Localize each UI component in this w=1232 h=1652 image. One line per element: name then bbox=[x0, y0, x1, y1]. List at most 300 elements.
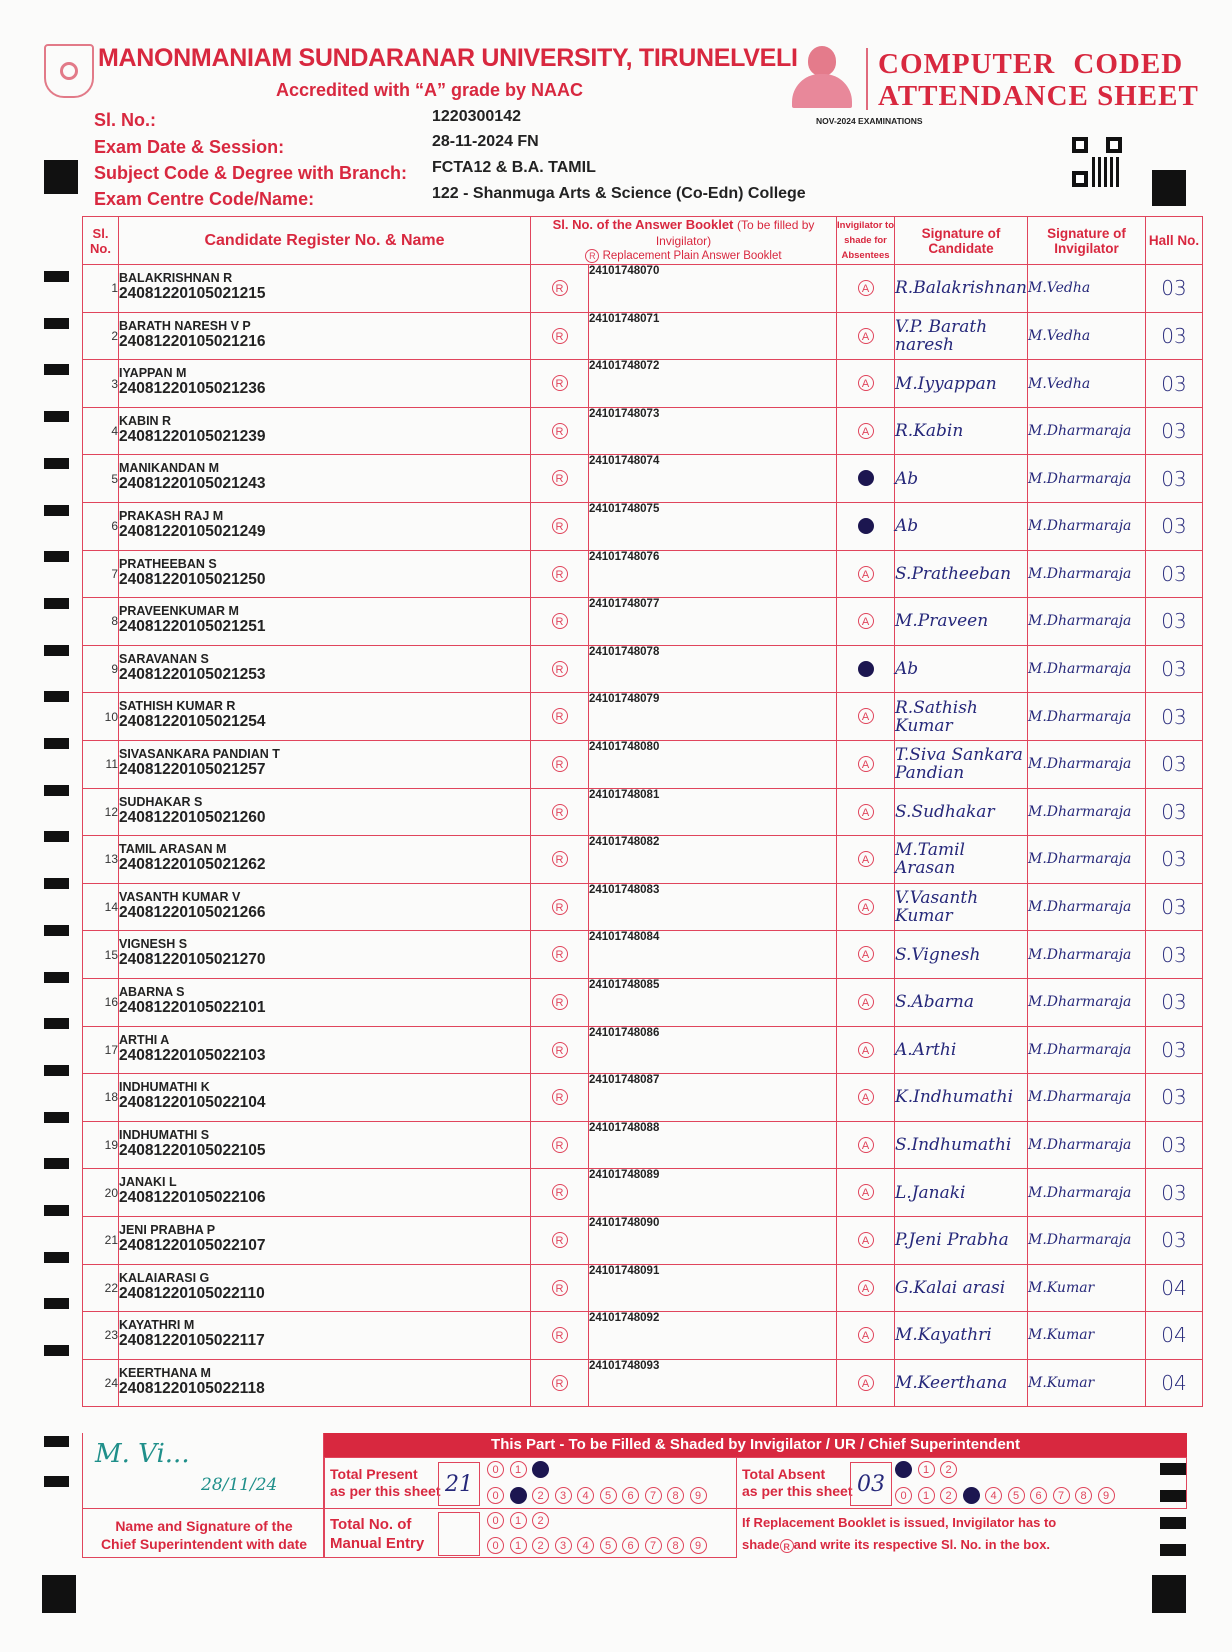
timing-mark-left bbox=[44, 1476, 69, 1487]
row-absentee bbox=[837, 312, 895, 360]
digit-bubble-3[interactable]: 3 bbox=[555, 1537, 572, 1554]
booklet-number: 24101748091 bbox=[589, 1264, 837, 1312]
hall-number: 03 bbox=[1145, 265, 1202, 313]
booklet-number: 24101748075 bbox=[589, 503, 837, 551]
sl-no-value: 1220300142 bbox=[432, 108, 521, 125]
row-replacement bbox=[531, 1216, 589, 1264]
replacement-bubble[interactable]: R bbox=[552, 613, 568, 629]
digit-bubble-8[interactable]: 8 bbox=[667, 1537, 684, 1554]
row-absentee bbox=[837, 1169, 895, 1217]
absent-bubble[interactable]: A bbox=[858, 1327, 874, 1343]
absent-bubble[interactable] bbox=[858, 661, 874, 677]
replacement-bubble[interactable]: R bbox=[552, 280, 568, 296]
candidate-signature[interactable]: K.Indhumathi bbox=[895, 1074, 1028, 1122]
hall-number: 03 bbox=[1145, 1169, 1202, 1217]
absent-bubble[interactable]: A bbox=[858, 1375, 874, 1391]
booklet-number: 24101748070 bbox=[589, 265, 837, 313]
row-candidate bbox=[119, 883, 531, 931]
candidate-signature[interactable]: M.Tamil Arasan bbox=[895, 836, 1028, 884]
booklet-number: 24101748088 bbox=[589, 1121, 837, 1169]
register-number: 24081220105021250 bbox=[119, 570, 266, 588]
invigilator-signature[interactable]: M.Vedha bbox=[1027, 265, 1145, 313]
hall-number: 04 bbox=[1145, 1359, 1202, 1407]
invigilator-signature[interactable]: M.Dharmaraja bbox=[1027, 883, 1145, 931]
timing-mark-left bbox=[44, 785, 69, 796]
chief-superintendent-box bbox=[82, 1433, 324, 1558]
total-present-cell bbox=[324, 1457, 737, 1509]
row-absentee bbox=[837, 1216, 895, 1264]
replacement-bubble[interactable]: R bbox=[552, 1232, 568, 1248]
row-replacement bbox=[531, 1264, 589, 1312]
absent-bubble[interactable]: A bbox=[858, 804, 874, 820]
row-sl-no: 11 bbox=[83, 740, 119, 788]
booklet-number: 24101748090 bbox=[589, 1216, 837, 1264]
row-replacement bbox=[531, 931, 589, 979]
summary-section bbox=[82, 1433, 1186, 1559]
digit-bubble-0[interactable]: 0 bbox=[487, 1461, 504, 1478]
candidate-signature[interactable]: V.P. Barath naresh bbox=[895, 312, 1028, 360]
table-row bbox=[83, 1264, 1203, 1312]
invigilator-signature[interactable]: M.Dharmaraja bbox=[1027, 693, 1145, 741]
row-sl-no: 5 bbox=[83, 455, 119, 503]
digit-bubble-1[interactable]: 1 bbox=[918, 1461, 935, 1478]
row-replacement bbox=[531, 312, 589, 360]
digit-bubble-1[interactable] bbox=[510, 1487, 527, 1504]
chief-label-line2: Chief Superintendent with date bbox=[100, 1536, 308, 1552]
absent-bubble[interactable]: A bbox=[858, 899, 874, 915]
register-number: 24081220105022107 bbox=[119, 1236, 266, 1254]
replacement-note-line1: If Replacement Booklet is issued, Invigilator has to bbox=[742, 1515, 1057, 1530]
replacement-bubble[interactable]: R bbox=[552, 1375, 568, 1391]
candidate-signature[interactable]: M.Kayathri bbox=[895, 1312, 1028, 1360]
absent-bubble[interactable]: A bbox=[858, 994, 874, 1010]
row-candidate bbox=[119, 1074, 531, 1122]
digit-bubble-2[interactable]: 2 bbox=[532, 1537, 549, 1554]
booklet-number: 24101748071 bbox=[589, 312, 837, 360]
candidate-signature[interactable]: R.Sathish Kumar bbox=[895, 693, 1028, 741]
replacement-bubble[interactable]: R bbox=[552, 1137, 568, 1153]
row-candidate bbox=[119, 931, 531, 979]
row-absentee bbox=[837, 693, 895, 741]
digit-bubble-7[interactable]: 7 bbox=[645, 1487, 662, 1504]
booklet-number: 24101748077 bbox=[589, 598, 837, 646]
hall-number: 04 bbox=[1145, 1264, 1202, 1312]
booklet-number: 24101748072 bbox=[589, 360, 837, 408]
row-sl-no: 7 bbox=[83, 550, 119, 598]
invigilator-signature[interactable]: M.Dharmaraja bbox=[1027, 503, 1145, 551]
hall-number: 03 bbox=[1145, 407, 1202, 455]
timing-mark-left bbox=[44, 925, 69, 936]
row-candidate bbox=[119, 836, 531, 884]
manual-label2: Manual Entry bbox=[330, 1535, 425, 1552]
candidate-signature[interactable]: S.Sudhakar bbox=[895, 788, 1028, 836]
digit-bubble-8[interactable]: 8 bbox=[667, 1487, 684, 1504]
exam-date-value: 28-11-2024 FN bbox=[432, 133, 539, 150]
row-replacement bbox=[531, 978, 589, 1026]
candidate-name: VASANTH KUMAR V bbox=[119, 889, 241, 904]
replacement-bubble[interactable]: R bbox=[552, 1089, 568, 1105]
invigilator-signature[interactable]: M.Dharmaraja bbox=[1027, 788, 1145, 836]
invigilator-signature[interactable]: M.Dharmaraja bbox=[1027, 1074, 1145, 1122]
row-replacement bbox=[531, 645, 589, 693]
row-replacement bbox=[531, 788, 589, 836]
table-row bbox=[83, 931, 1203, 979]
sheet-title bbox=[878, 48, 1199, 112]
digit-bubble-0[interactable]: 0 bbox=[487, 1487, 504, 1504]
booklet-number: 24101748093 bbox=[589, 1359, 837, 1407]
replacement-bubble[interactable]: R bbox=[552, 708, 568, 724]
candidate-name: PRAVEENKUMAR M bbox=[119, 604, 239, 619]
col-header-absentee: Invigilator to shade for Absentees bbox=[837, 217, 895, 265]
hall-number: 03 bbox=[1145, 1216, 1202, 1264]
row-candidate bbox=[119, 598, 531, 646]
absent-bubble[interactable]: A bbox=[858, 946, 874, 962]
digit-bubble-5[interactable]: 5 bbox=[600, 1537, 617, 1554]
booklet-number: 24101748080 bbox=[589, 740, 837, 788]
candidate-name: ABARNA S bbox=[119, 984, 185, 999]
replacement-bubble[interactable]: R bbox=[552, 1327, 568, 1343]
absent-bubble[interactable] bbox=[858, 518, 874, 534]
row-replacement bbox=[531, 598, 589, 646]
invigilator-signature[interactable]: M.Dharmaraja bbox=[1027, 836, 1145, 884]
chief-superintendent-signature[interactable]: M. Vi... bbox=[95, 1439, 190, 1469]
digit-bubble-8[interactable]: 8 bbox=[1075, 1487, 1092, 1504]
manual-entry-tens-bubbles bbox=[487, 1512, 549, 1529]
invigilator-signature[interactable]: M.Dharmaraja bbox=[1027, 1121, 1145, 1169]
row-absentee bbox=[837, 978, 895, 1026]
register-number: 24081220105022105 bbox=[119, 1141, 266, 1159]
absent-bubble[interactable]: A bbox=[858, 1089, 874, 1105]
row-absentee bbox=[837, 931, 895, 979]
absent-bubble[interactable]: A bbox=[858, 1184, 874, 1200]
booklet-number: 24101748085 bbox=[589, 978, 837, 1026]
digit-bubble-6[interactable]: 6 bbox=[622, 1537, 639, 1554]
table-row bbox=[83, 788, 1203, 836]
qr-code-icon bbox=[1072, 137, 1122, 187]
digit-bubble-2[interactable] bbox=[532, 1461, 549, 1478]
replacement-bubble[interactable]: R bbox=[552, 1280, 568, 1296]
table-row bbox=[83, 693, 1203, 741]
digit-bubble-0[interactable] bbox=[895, 1461, 912, 1478]
invigilator-signature[interactable]: M.Dharmaraja bbox=[1027, 931, 1145, 979]
chief-superintendent-date: 28/11/24 bbox=[201, 1475, 278, 1495]
row-sl-no: 18 bbox=[83, 1074, 119, 1122]
row-candidate bbox=[119, 360, 531, 408]
table-row bbox=[83, 503, 1203, 551]
invigilator-signature[interactable]: M.Kumar bbox=[1027, 1359, 1145, 1407]
replacement-bubble[interactable]: R bbox=[552, 851, 568, 867]
total-present-input[interactable]: 21 bbox=[438, 1462, 480, 1506]
candidate-signature[interactable]: T.Siva Sankara Pandian bbox=[895, 740, 1028, 788]
invigilator-signature[interactable]: M.Dharmaraja bbox=[1027, 1026, 1145, 1074]
candidate-signature[interactable]: M.Keerthana bbox=[895, 1359, 1028, 1407]
booklet-number: 24101748081 bbox=[589, 788, 837, 836]
digit-bubble-2[interactable]: 2 bbox=[940, 1487, 957, 1504]
table-row bbox=[83, 740, 1203, 788]
digit-bubble-0[interactable]: 0 bbox=[487, 1537, 504, 1554]
digit-bubble-0[interactable]: 0 bbox=[895, 1487, 912, 1504]
row-candidate bbox=[119, 1312, 531, 1360]
digit-bubble-2[interactable]: 2 bbox=[532, 1487, 549, 1504]
register-number: 24081220105022104 bbox=[119, 1094, 266, 1112]
row-sl-no: 21 bbox=[83, 1216, 119, 1264]
candidate-name: TAMIL ARASAN M bbox=[119, 842, 227, 857]
replacement-bubble[interactable]: R bbox=[552, 470, 568, 486]
digit-bubble-0[interactable]: 0 bbox=[487, 1512, 504, 1529]
digit-bubble-9[interactable]: 9 bbox=[1098, 1487, 1115, 1504]
candidate-signature[interactable]: S.Indhumathi bbox=[895, 1121, 1028, 1169]
row-replacement bbox=[531, 1312, 589, 1360]
candidate-signature[interactable]: Ab bbox=[895, 455, 1028, 503]
absent-bubble[interactable]: A bbox=[858, 1232, 874, 1248]
invigilator-signature[interactable]: M.Dharmaraja bbox=[1027, 455, 1145, 503]
row-candidate bbox=[119, 645, 531, 693]
replacement-bubble[interactable]: R bbox=[552, 566, 568, 582]
candidate-signature[interactable]: S.Vignesh bbox=[895, 931, 1028, 979]
candidate-signature[interactable]: S.Abarna bbox=[895, 978, 1028, 1026]
row-candidate bbox=[119, 1216, 531, 1264]
absent-bubble[interactable]: A bbox=[858, 423, 874, 439]
total-present-tens-bubbles bbox=[487, 1461, 549, 1478]
digit-bubble-4[interactable]: 4 bbox=[577, 1487, 594, 1504]
sl-no-label: Sl. No.: bbox=[94, 110, 156, 130]
candidate-signature[interactable]: P.Jeni Prabha bbox=[895, 1216, 1028, 1264]
absent-bubble[interactable]: A bbox=[858, 375, 874, 391]
digit-bubble-7[interactable]: 7 bbox=[645, 1537, 662, 1554]
replacement-bubble[interactable]: R bbox=[552, 946, 568, 962]
candidate-signature[interactable]: M.Iyyappan bbox=[895, 360, 1028, 408]
digit-bubble-9[interactable]: 9 bbox=[690, 1487, 707, 1504]
table-row bbox=[83, 550, 1203, 598]
row-absentee bbox=[837, 788, 895, 836]
absent-bubble[interactable]: A bbox=[858, 1042, 874, 1058]
timing-mark-left bbox=[44, 645, 69, 656]
invigilator-signature[interactable]: M.Kumar bbox=[1027, 1312, 1145, 1360]
digit-bubble-6[interactable]: 6 bbox=[1030, 1487, 1047, 1504]
replacement-bubble[interactable]: R bbox=[552, 375, 568, 391]
row-candidate bbox=[119, 1264, 531, 1312]
candidate-name: BALAKRISHNAN R bbox=[119, 271, 233, 286]
booklet-header-sub bbox=[531, 249, 836, 264]
timing-mark-left bbox=[44, 1065, 69, 1076]
replacement-bubble[interactable]: R bbox=[552, 518, 568, 534]
founder-portrait-icon bbox=[792, 46, 852, 108]
candidate-name: KALAIARASI G bbox=[119, 1270, 210, 1285]
table-row bbox=[83, 1312, 1203, 1360]
table-row bbox=[83, 1074, 1203, 1122]
booklet-number: 24101748084 bbox=[589, 931, 837, 979]
replacement-bubble[interactable]: R bbox=[552, 1184, 568, 1200]
invigilator-signature[interactable]: M.Vedha bbox=[1027, 360, 1145, 408]
digit-bubble-7[interactable]: 7 bbox=[1053, 1487, 1070, 1504]
invigilator-signature[interactable]: M.Dharmaraja bbox=[1027, 1169, 1145, 1217]
manual-label1: Total No. of bbox=[330, 1516, 412, 1533]
hall-number: 03 bbox=[1145, 740, 1202, 788]
col-header-invigilator-signature: Signature of Invigilator bbox=[1027, 217, 1145, 265]
replacement-bubble-icon: R bbox=[780, 1539, 794, 1553]
invigilator-signature[interactable]: M.Vedha bbox=[1027, 312, 1145, 360]
hall-number: 03 bbox=[1145, 645, 1202, 693]
candidate-signature[interactable]: R.Balakrishnan bbox=[895, 265, 1028, 313]
digit-bubble-1[interactable]: 1 bbox=[510, 1461, 527, 1478]
candidate-name: SARAVANAN S bbox=[119, 651, 209, 666]
replacement-bubble[interactable]: R bbox=[552, 661, 568, 677]
manual-entry-input[interactable] bbox=[438, 1512, 480, 1556]
digit-bubble-4[interactable]: 4 bbox=[985, 1487, 1002, 1504]
absent-bubble[interactable]: A bbox=[858, 613, 874, 629]
candidate-name: KABIN R bbox=[119, 413, 172, 428]
digit-bubble-1[interactable]: 1 bbox=[510, 1512, 527, 1529]
candidate-signature[interactable]: S.Pratheeban bbox=[895, 550, 1028, 598]
invigilator-signature[interactable]: M.Dharmaraja bbox=[1027, 1216, 1145, 1264]
manual-entry-units-bubbles bbox=[487, 1537, 707, 1554]
candidate-name: JENI PRABHA P bbox=[119, 1222, 216, 1237]
timing-mark-left bbox=[44, 1018, 69, 1029]
absent-bubble[interactable]: A bbox=[858, 708, 874, 724]
header-divider bbox=[866, 48, 868, 110]
replacement-bubble[interactable]: R bbox=[552, 423, 568, 439]
total-present-label1: Total Present bbox=[330, 1466, 418, 1482]
table-row bbox=[83, 978, 1203, 1026]
invigilator-signature[interactable]: M.Dharmaraja bbox=[1027, 407, 1145, 455]
row-absentee bbox=[837, 1026, 895, 1074]
subject-value: FCTA12 & B.A. TAMIL bbox=[432, 159, 596, 176]
candidate-signature[interactable]: M.Praveen bbox=[895, 598, 1028, 646]
invigilator-signature[interactable]: M.Dharmaraja bbox=[1027, 740, 1145, 788]
register-number: 24081220105021262 bbox=[119, 856, 266, 874]
booklet-header-sub-text: Replacement Plain Answer Booklet bbox=[602, 250, 782, 263]
digit-bubble-1[interactable]: 1 bbox=[918, 1487, 935, 1504]
digit-bubble-5[interactable]: 5 bbox=[600, 1487, 617, 1504]
candidate-signature[interactable]: V.Vasanth Kumar bbox=[895, 883, 1028, 931]
hall-number: 03 bbox=[1145, 598, 1202, 646]
replacement-bubble[interactable]: R bbox=[552, 899, 568, 915]
invigilator-signature[interactable]: M.Dharmaraja bbox=[1027, 978, 1145, 1026]
replacement-bubble[interactable]: R bbox=[552, 756, 568, 772]
row-absentee bbox=[837, 1121, 895, 1169]
absent-bubble[interactable]: A bbox=[858, 328, 874, 344]
table-row bbox=[83, 360, 1203, 408]
col-header-sl-no: Sl. No. bbox=[83, 217, 119, 265]
candidate-signature[interactable]: Ab bbox=[895, 503, 1028, 551]
register-number: 24081220105021243 bbox=[119, 475, 266, 493]
row-replacement bbox=[531, 550, 589, 598]
absent-bubble[interactable]: A bbox=[858, 1280, 874, 1296]
row-sl-no: 17 bbox=[83, 1026, 119, 1074]
digit-bubble-6[interactable]: 6 bbox=[622, 1487, 639, 1504]
col-header-booklet bbox=[531, 217, 837, 265]
booklet-number: 24101748083 bbox=[589, 883, 837, 931]
candidate-name: MANIKANDAN M bbox=[119, 461, 219, 476]
booklet-number: 24101748087 bbox=[589, 1074, 837, 1122]
row-candidate bbox=[119, 407, 531, 455]
row-replacement bbox=[531, 836, 589, 884]
row-absentee bbox=[837, 836, 895, 884]
timing-mark-left bbox=[44, 1205, 69, 1216]
booklet-number: 24101748073 bbox=[589, 407, 837, 455]
absent-bubble[interactable]: A bbox=[858, 566, 874, 582]
candidate-name: KAYATHRI M bbox=[119, 1318, 195, 1333]
timing-mark-left bbox=[44, 1436, 69, 1447]
invigilator-signature[interactable]: M.Dharmaraja bbox=[1027, 598, 1145, 646]
candidate-signature[interactable]: A.Arthi bbox=[895, 1026, 1028, 1074]
replacement-bubble[interactable]: R bbox=[552, 328, 568, 344]
accreditation-text: Accredited with “A” grade by NAAC bbox=[276, 80, 584, 100]
absent-bubble[interactable]: A bbox=[858, 756, 874, 772]
candidate-name: VIGNESH S bbox=[119, 937, 188, 952]
row-sl-no: 9 bbox=[83, 645, 119, 693]
table-row bbox=[83, 265, 1203, 313]
candidate-signature[interactable]: R.Kabin bbox=[895, 407, 1028, 455]
hall-number: 03 bbox=[1145, 836, 1202, 884]
digit-bubble-5[interactable]: 5 bbox=[1008, 1487, 1025, 1504]
replacement-bubble[interactable]: R bbox=[552, 804, 568, 820]
candidate-name: KEERTHANA M bbox=[119, 1365, 211, 1380]
row-replacement bbox=[531, 1026, 589, 1074]
row-absentee bbox=[837, 1074, 895, 1122]
digit-bubble-2[interactable]: 2 bbox=[940, 1461, 957, 1478]
row-absentee bbox=[837, 598, 895, 646]
digit-bubble-3[interactable]: 3 bbox=[555, 1487, 572, 1504]
candidate-signature[interactable]: G.Kalai arasi bbox=[895, 1264, 1028, 1312]
university-crest-icon bbox=[44, 44, 94, 98]
booklet-number: 24101748074 bbox=[589, 455, 837, 503]
timing-mark-left bbox=[44, 1298, 69, 1309]
digit-bubble-3[interactable] bbox=[963, 1487, 980, 1504]
row-sl-no: 3 bbox=[83, 360, 119, 408]
total-absent-cell bbox=[736, 1457, 1187, 1509]
digit-bubble-9[interactable]: 9 bbox=[690, 1537, 707, 1554]
absent-bubble[interactable] bbox=[858, 470, 874, 486]
row-absentee bbox=[837, 1264, 895, 1312]
row-sl-no: 22 bbox=[83, 1264, 119, 1312]
invigilator-signature[interactable]: M.Kumar bbox=[1027, 1264, 1145, 1312]
candidate-name: JANAKI L bbox=[119, 1175, 177, 1190]
register-number: 24081220105022103 bbox=[119, 1046, 266, 1064]
table-row bbox=[83, 1169, 1203, 1217]
timing-mark-left bbox=[44, 1112, 69, 1123]
row-candidate bbox=[119, 693, 531, 741]
digit-bubble-4[interactable]: 4 bbox=[577, 1537, 594, 1554]
table-row bbox=[83, 598, 1203, 646]
timing-mark-left bbox=[44, 458, 69, 469]
booklet-number: 24101748078 bbox=[589, 645, 837, 693]
digit-bubble-1[interactable]: 1 bbox=[510, 1537, 527, 1554]
timing-mark-left bbox=[44, 598, 69, 609]
invigilator-signature[interactable]: M.Dharmaraja bbox=[1027, 645, 1145, 693]
digit-bubble-2[interactable]: 2 bbox=[532, 1512, 549, 1529]
absent-bubble[interactable]: A bbox=[858, 851, 874, 867]
sheet-title-line2: ATTENDANCE SHEET bbox=[878, 80, 1199, 112]
absent-bubble[interactable]: A bbox=[858, 280, 874, 296]
row-replacement bbox=[531, 503, 589, 551]
row-replacement bbox=[531, 1074, 589, 1122]
total-absent-input[interactable]: 03 bbox=[850, 1462, 892, 1506]
candidate-signature[interactable]: L.Janaki bbox=[895, 1169, 1028, 1217]
row-candidate bbox=[119, 550, 531, 598]
absent-bubble[interactable]: A bbox=[858, 1137, 874, 1153]
invigilator-signature[interactable]: M.Dharmaraja bbox=[1027, 550, 1145, 598]
replacement-bubble[interactable]: R bbox=[552, 994, 568, 1010]
hall-number: 03 bbox=[1145, 978, 1202, 1026]
manual-entry-label bbox=[330, 1515, 424, 1553]
candidate-signature[interactable]: Ab bbox=[895, 645, 1028, 693]
timing-mark-left bbox=[44, 411, 69, 422]
row-sl-no: 19 bbox=[83, 1121, 119, 1169]
replacement-bubble[interactable]: R bbox=[552, 1042, 568, 1058]
row-sl-no: 13 bbox=[83, 836, 119, 884]
row-sl-no: 14 bbox=[83, 883, 119, 931]
